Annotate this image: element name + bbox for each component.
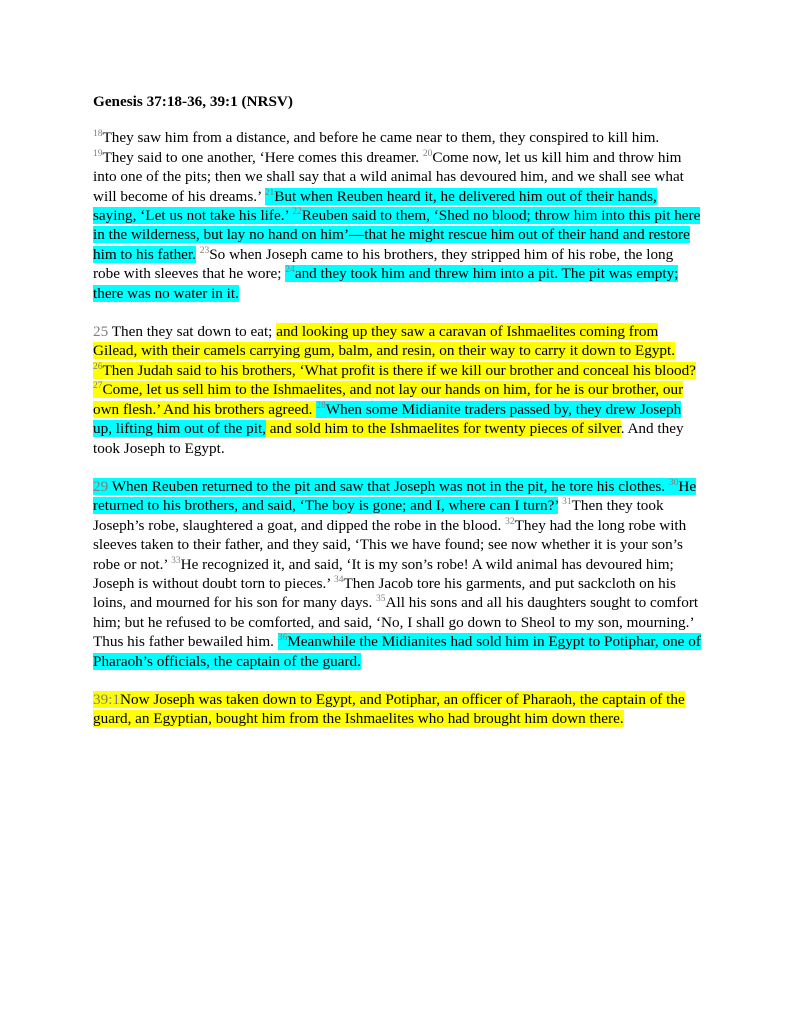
verse-number: 25 (93, 323, 109, 341)
verse-segment (93, 362, 696, 379)
verse-text: When Reuben returned to the pit and saw that Joseph was not in the pit, he tore his clothes. (108, 477, 669, 495)
verse-text: . And they took Joseph to Egypt. (93, 420, 684, 457)
verse-segment (93, 129, 659, 146)
verse-segment (93, 149, 423, 166)
verse-number: 32 (505, 516, 515, 527)
verse-text: Reuben said to them, ‘Shed no blood; throw him into this pit here in the wilderness, but lay no hand on him’—that he might rescue him out of their hand and restore him to his father. (93, 207, 701, 263)
verse-segment (93, 478, 669, 495)
page-title: Genesis 37:18-36, 39:1 (NRSV) (93, 93, 293, 110)
verse-number: 28 (316, 400, 326, 411)
paragraph (93, 690, 703, 729)
verse-text: and sold him to the Ishmaelites for twenty pieces of silver (265, 420, 621, 438)
verse-number: 34 (334, 574, 344, 585)
verse-segment (266, 420, 621, 437)
verse-text: They said to one another, ‘Here comes this dreamer. (102, 148, 423, 166)
verse-segment (93, 323, 276, 340)
verse-number: 18 (93, 129, 103, 140)
verse-segment (160, 401, 316, 418)
verse-text: All his sons and all his daughters sought to comfort him; but he refused to be comforted, and said, ‘No, I shall go down to Sheol to my son, mourning.’ Thus his father bewailed him. (93, 594, 699, 651)
verse-number: 22 (292, 206, 302, 217)
verse-text: They saw him from a distance, and before he came near to them, they conspired to kill him. (102, 129, 660, 147)
paragraph (93, 477, 703, 671)
verse-text: And his brothers agreed. (160, 400, 317, 418)
verse-text: When some Midianite traders passed by, they drew Joseph up, lifting him out of the pit, (93, 400, 682, 438)
document-body (93, 92, 703, 748)
verse-text: He returned to his brothers, and said, ‘The boy is gone; and I, where can I turn?’ (93, 477, 697, 515)
verse-text: Then they took Joseph’s robe, slaughtered a goat, and dipped the robe in the blood. (93, 497, 664, 534)
verse-text: Come now, let us kill him and throw him into one of the pits; then we shall say that a wild animal has devoured him, and we shall see what will become of his dreams.’ (93, 148, 684, 205)
verse-number: 39:1 (93, 690, 121, 708)
verse-text: So when Joseph came to his brothers, they stripped him of his robe, the long robe with sleeves that he wore; (93, 245, 674, 283)
verse-number: 36 (277, 633, 288, 644)
verse-text: and they took him and threw him into a pit. The pit was empty; there was no water in it. (93, 265, 679, 302)
verse-text: Come, let us sell him to the Ishmaelites, and not lay our hands on him, for he is our brother, our own flesh.’ (93, 381, 684, 418)
paragraph (93, 322, 703, 458)
verse-number: 26 (93, 361, 103, 372)
verse-number: 20 (422, 148, 433, 159)
verse-segment (93, 691, 685, 727)
verse-number: 21 (264, 187, 275, 198)
verse-number: 27 (93, 381, 103, 392)
verse-text: Meanwhile the Midianites had sold him in Egypt to Potiphar, one of Pharaoh’s officials, the captain of the guard. (93, 633, 701, 670)
verse-number: 24 (285, 265, 295, 276)
verse-number: 23 (199, 245, 210, 256)
verse-text: Then they sat down to eat; (108, 323, 277, 341)
verse-number: 29 (93, 477, 109, 495)
verse-text: He recognized it, and said, ‘It is my son’s robe! A wild animal has devoured him; Joseph is without doubt torn to pieces.’ (93, 555, 674, 592)
paragraph (93, 128, 703, 303)
verse-text: Then Jacob tore his garments, and put sackcloth on his loins, and mourned for his son for many days. (93, 574, 676, 612)
verse-number: 35 (376, 594, 386, 605)
verse-number: 19 (93, 148, 103, 159)
verse-number: 33 (171, 555, 181, 566)
verse-text: They had the long robe with sleeves taken to their father, and they said, ‘This we have found; see now whether it is your son’s robe or not.’ (93, 516, 687, 573)
verse-text: But when Reuben heard it, he delivered him out of their hands, saying, ‘Let us not take his life.’ (93, 187, 657, 225)
verse-number: 31 (562, 497, 572, 508)
verse-text: Then Judah said to his brothers, ‘What profit is there if we kill our brother and conceal his blood? (102, 361, 696, 379)
verse-number: 30 (668, 477, 679, 488)
verse-text: and looking up they saw a caravan of Ishmaelites coming from Gilead, with their camels carrying gum, balm, and resin, on their way to carry it down to Egypt. (93, 323, 676, 360)
verse-text: Now Joseph was taken down to Egypt, and Potiphar, an officer of Pharaoh, the captain of the guard, an Egyptian, bought him from the Ishmaelites who had brought him down there. (93, 690, 685, 728)
scripture-text (93, 128, 703, 728)
